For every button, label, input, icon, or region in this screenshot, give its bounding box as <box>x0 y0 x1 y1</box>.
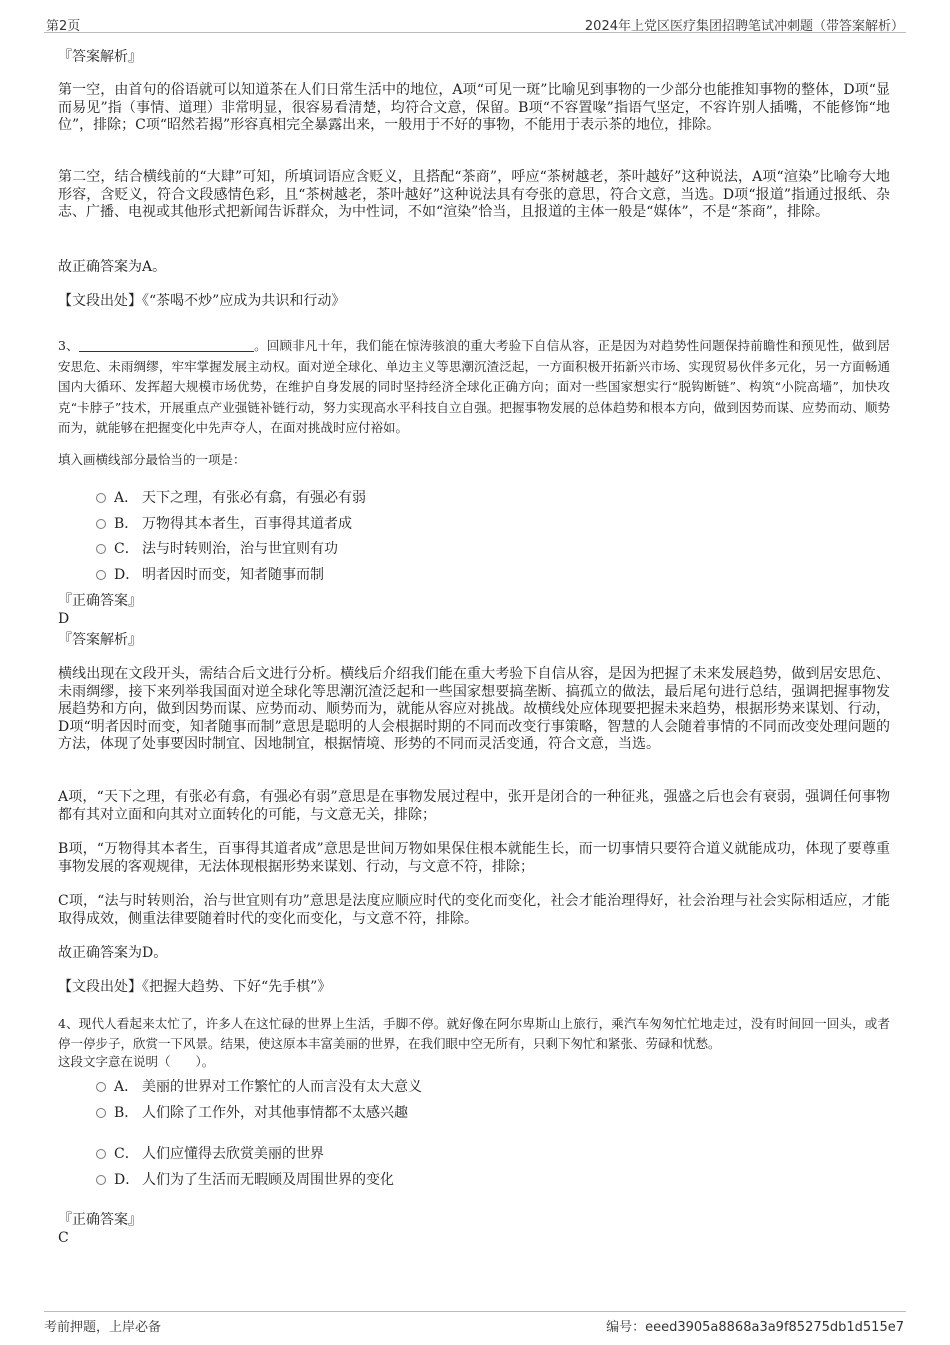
q3-blank-line <box>79 339 254 352</box>
option-letter: D． <box>114 567 140 583</box>
option-text: 法与时转则治，治与世宜则有功 <box>142 541 338 557</box>
footer-code <box>606 1316 904 1335</box>
page-footer <box>44 1311 906 1334</box>
q2-conclusion: 故正确答案为A。 <box>58 259 167 275</box>
q3-source: 【文段出处】《把握大趋势、下好“先手棋”》 <box>58 979 332 995</box>
footer-code-value: eeed3905a8868a3a9f85275db1d515e7 <box>645 1320 904 1335</box>
footer-slogan: 考前押题，上岸必备 <box>44 1320 162 1335</box>
option-text: 人们应懂得去欣赏美丽的世界 <box>142 1146 324 1162</box>
q3-correct-answer: D <box>58 611 70 627</box>
option-text: 万物得其本者生，百事得其道者成 <box>142 516 352 532</box>
option-letter: C． <box>114 541 139 557</box>
radio-icon[interactable] <box>96 1082 106 1092</box>
q3-analysis-option-c: C项，“法与时转则治，治与世宜则有功”意思是法度应顺应时代的变化而变化，社会才能治理得好，社会治理与社会实际相适应，才能取得成效，侧重法律要随着时代的变化而变化，与文意不符，排除。 <box>58 893 890 927</box>
option-text: 人们除了工作外，对其他事情都不太感兴趣 <box>142 1105 408 1121</box>
q4-correct-tag: 『正确答案』 <box>58 1212 142 1228</box>
q4-stem: 4、现代人看起来太忙了，许多人在这忙碌的世界上生活，手脚不停。就好像在阿尔卑斯山上旅行，乘汽车匆匆忙忙地走过，没有时间回一回头，或者停一停步子，欣赏一下风景。结果，使这原本丰富美丽的世界，在我们眼中空无所有，只剩下匆忙和紧张、劳碌和忧愁。 <box>58 1016 890 1051</box>
q3-correct-tag: 『正确答案』 <box>58 593 142 609</box>
q3-option-a[interactable] <box>96 487 366 507</box>
document-title: 2024年上党区医疗集团招聘笔试冲刺题（带答案解析） <box>584 19 904 34</box>
radio-icon[interactable] <box>96 1108 106 1118</box>
page-header <box>44 12 906 33</box>
q3-number: 3、 <box>58 338 79 353</box>
option-letter: B． <box>114 516 139 532</box>
q3-conclusion: 故正确答案为D。 <box>58 945 168 961</box>
q2-analysis-paragraph-1: 第一空，由首句的俗语就可以知道茶在人们日常生活中的地位，A项“可见一斑”比喻见到事物的一少部分也能推知事物的整体，D项“显而易见”指（事情、道理）非常明显，很容易看清楚，均符合文意，保留。B项“不容置喙”指语气坚定，不容许别人插嘴，不能修饰“地位”，排除；C项“昭然若揭”形容真相完全暴露出来，一般用于不好的事物，不能用于表示茶的地位，排除。 <box>58 82 890 134</box>
radio-icon[interactable] <box>96 493 106 503</box>
q3-analysis-paragraph-1: 横线出现在文段开头，需结合后文进行分析。横线后介绍我们能在重大考验下自信从容，是因为把握了未来发展趋势，做到居安思危、未雨绸缪，接下来列举我国面对逆全球化等思潮沉渣泛起和一些国家想要搞垄断、搞孤立的做法，最后尾句进行总结，强调把握事物发展趋势和方向，做到因势而谋、应势而动、顺势而为，就能从容应对挑战。故横线处应体现要把握未来趋势，根据形势来谋划、行动，D项“明者因时而变，知者随事而制”意思是聪明的人会根据时期的不同而改变行事策略，智慧的人会随着事情的不同而改变处理问题的方法，体现了处事要因时制宜、因地制宜，根据情境、形势的不同而灵活变通，符合文意，当选。 <box>58 666 890 753</box>
option-letter: A． <box>114 490 139 506</box>
q3-analysis-option-a: A项，“天下之理，有张必有翕，有强必有弱”意思是在事物发展过程中，张开是闭合的一种征兆，强盛之后也会有衰弱，强调任何事物都有其对立面和向其对立面转化的可能，与文意无关，排除； <box>58 789 890 823</box>
radio-icon[interactable] <box>96 519 106 529</box>
q4-prompt: 这段文字意在说明（ ）。 <box>58 1054 215 1069</box>
option-text: 人们为了生活而无暇顾及周围世界的变化 <box>142 1172 394 1188</box>
q4-correct-answer: C <box>58 1230 69 1246</box>
q3-stem-text: 。回顾非凡十年，我们能在惊涛骇浪的重大考验下自信从容，正是因为对趋势性问题保持前瞻性和预见性，做到居安思危、未雨绸缪，牢牢掌握发展主动权。面对逆全球化、单边主义等思潮沉渣泛起，一方面积极开拓新兴市场、实现贸易伙伴多元化，另一方面畅通国内大循环、发挥超大规模市场优势，在维护自身发展的同时坚持经济全球化正确方向；面对一些国家想实行“脱钩断链”、构筑“小院高墙”，加快攻克“卡脖子”技术，开展重点产业强链补链行动，努力实现高水平科技自立自强。把握事物发展的总体趋势和根本方向，做到因势而谋、应势而动、顺势而为，就能够在把握变化中先声夺人，在面对挑战时应付裕如。 <box>58 338 890 435</box>
q3-option-b[interactable] <box>96 513 352 533</box>
radio-icon[interactable] <box>96 570 106 580</box>
q3-analysis-tag: 『答案解析』 <box>58 632 142 648</box>
footer-code-label: 编号： <box>606 1320 646 1335</box>
q4-option-c[interactable] <box>96 1143 324 1163</box>
radio-icon[interactable] <box>96 1175 106 1185</box>
option-letter: C． <box>114 1146 139 1162</box>
q3-option-c[interactable] <box>96 538 338 558</box>
q3-option-d[interactable] <box>96 564 324 584</box>
page-number: 第2页 <box>46 19 81 34</box>
radio-icon[interactable] <box>96 1149 106 1159</box>
option-text: 美丽的世界对工作繁忙的人而言没有太大意义 <box>142 1079 422 1095</box>
q2-source: 【文段出处】《“茶喝不炒”应成为共识和行动》 <box>58 293 346 309</box>
q3-prompt: 填入画横线部分最恰当的一项是： <box>58 452 246 467</box>
q2-analysis-tag: 『答案解析』 <box>58 49 142 65</box>
option-letter: B． <box>114 1105 139 1121</box>
radio-icon[interactable] <box>96 544 106 554</box>
option-letter: D． <box>114 1172 140 1188</box>
option-text: 明者因时而变，知者随事而制 <box>142 567 324 583</box>
option-text: 天下之理，有张必有翕，有强必有弱 <box>142 490 366 506</box>
q4-option-b[interactable] <box>96 1102 408 1122</box>
option-letter: A． <box>114 1079 139 1095</box>
q3-stem <box>58 336 890 439</box>
q4-option-a[interactable] <box>96 1076 422 1096</box>
q4-option-d[interactable] <box>96 1169 394 1189</box>
q2-analysis-paragraph-2: 第二空，结合横线前的“大肆”可知，所填词语应含贬义，且搭配“茶商”，呼应“茶树越老，茶叶越好”这种说法，A项“渲染”比喻夸大地形容，含贬义，符合文段感情色彩，且“茶树越老，茶叶越好”这种说法具有夸张的意思，符合文意，当选。D项“报道”指通过报纸、杂志、广播、电视或其他形式把新闻告诉群众，为中性词，不如“渲染”恰当，且报道的主体一般是“媒体”，不是“茶商”，排除。 <box>58 169 890 221</box>
q3-analysis-option-b: B项，“万物得其本者生，百事得其道者成”意思是世间万物如果保住根本就能生长，而一切事情只要符合道义就能成功，体现了要尊重事物发展的客观规律，无法体现根据形势来谋划、行动，与文意不符，排除； <box>58 841 890 875</box>
